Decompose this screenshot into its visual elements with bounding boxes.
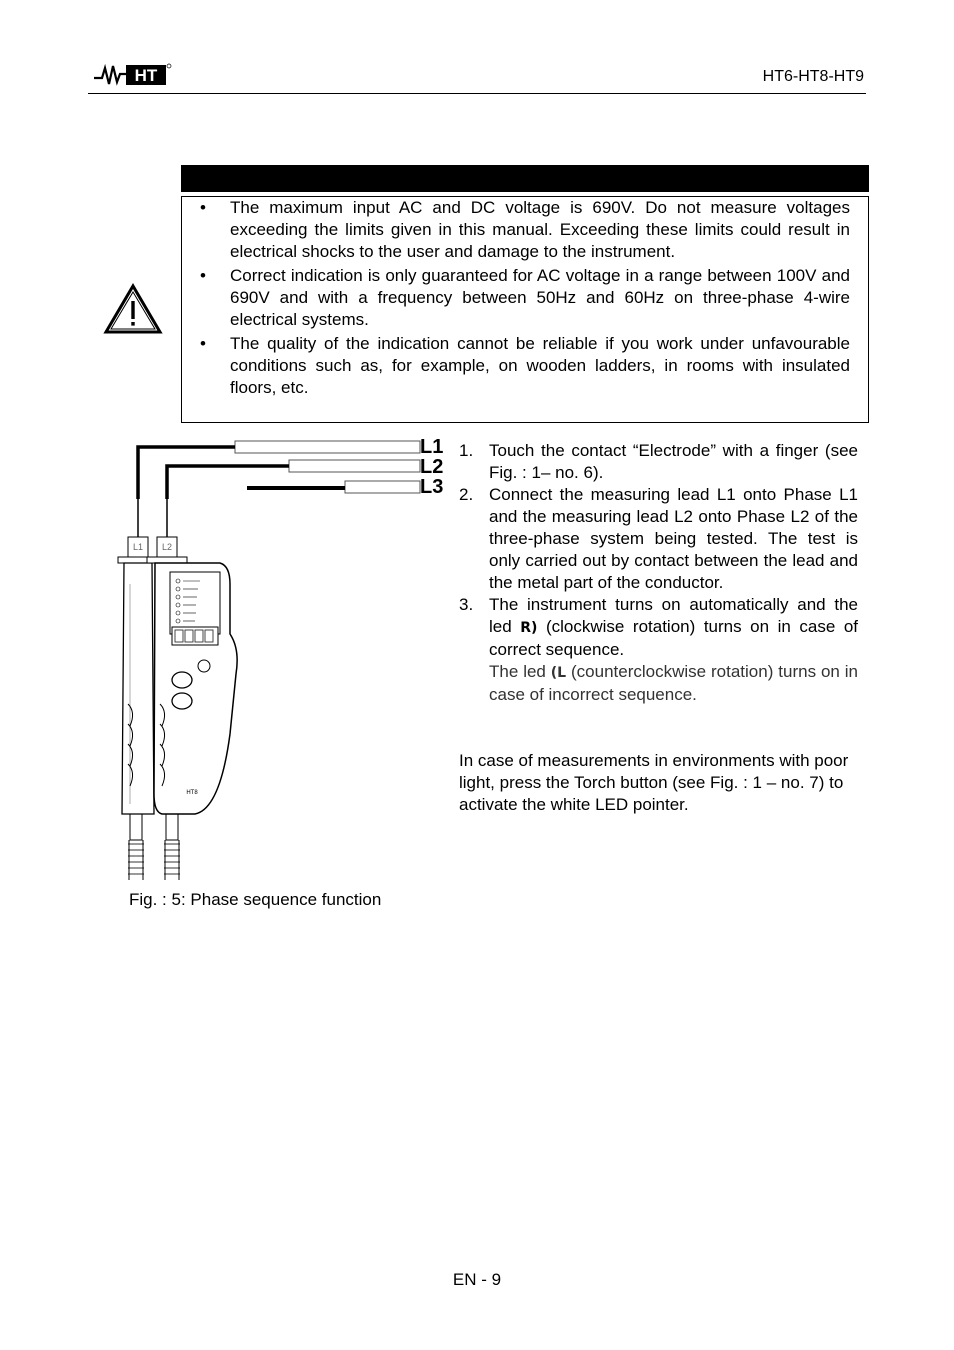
step-text: (clockwise rotation) turns on in case of correct sequence. bbox=[489, 617, 858, 659]
step-text: (counterclockwise rotation) turns on in case of incorrect sequence. bbox=[489, 662, 858, 704]
warning-item: • The maximum input AC and DC voltage is 690V. Do not measure voltages exceeding the limits given in this manual. Exceeding these limits could result in electrical shocks to the user and damage to the instrument. bbox=[200, 197, 850, 263]
phase-l3-conductor bbox=[345, 481, 420, 493]
step-text: The led bbox=[489, 662, 546, 681]
probe-label-l2: L2 bbox=[161, 542, 173, 552]
phase-l2-conductor bbox=[289, 460, 420, 472]
clockwise-led-icon: R) bbox=[520, 620, 538, 636]
page-number: EN - 9 bbox=[452, 1270, 502, 1289]
warning-item: • The quality of the indication cannot be reliable if you work under unfavourable conditions such as, for example, on wooden ladders, in rooms with insulated floors, etc. bbox=[200, 333, 850, 399]
phase-label-l2: L2 bbox=[420, 456, 444, 478]
warning-item: • Correct indication is only guaranteed for AC voltage in a range between 100V and 690V and with a frequency between 50Hz and 60Hz on three-phase 4-wire electrical systems. bbox=[200, 265, 850, 331]
steps-list bbox=[459, 440, 858, 706]
counterclockwise-led-icon: (L bbox=[550, 665, 567, 681]
step-text: Touch the contact “Electrode” with a finger (see Fig. : 1– no. 6). bbox=[489, 441, 858, 482]
device-label: HT8 bbox=[186, 790, 198, 796]
list-item bbox=[459, 440, 858, 484]
torch-note: In case of measurements in environments with poor light, press the Torch button (see Fig. : 1 – no. 7) to activate the white LED pointer. bbox=[459, 751, 849, 814]
step-number: 3. bbox=[459, 595, 474, 614]
logo-text: HT bbox=[134, 66, 158, 85]
step-number: 2. bbox=[459, 485, 474, 504]
probe-label-l1: L1 bbox=[132, 542, 144, 552]
phase-l1-conductor bbox=[235, 441, 420, 453]
warning-title-bar bbox=[181, 165, 869, 192]
phase-sequence-figure bbox=[100, 434, 450, 884]
phase-label-l1: L1 bbox=[420, 436, 444, 458]
figure-caption: Fig. : 5: Phase sequence function bbox=[129, 890, 382, 909]
phase-label-l3: L3 bbox=[420, 476, 444, 498]
step-number: 1. bbox=[459, 441, 474, 460]
list-item bbox=[459, 484, 858, 594]
header-rule bbox=[88, 93, 866, 94]
step-text: The instrument turns on automatically and the led bbox=[489, 595, 858, 636]
list-item bbox=[459, 594, 858, 706]
warning-list bbox=[200, 197, 850, 399]
ht-logo bbox=[92, 62, 172, 88]
step-text: Connect the measuring lead L1 onto Phase L1 and the measuring lead L2 onto Phase L2 of the three-phase system being tested. The test is only carried out by contact between the lead and the metal part of the conductor. bbox=[489, 485, 858, 592]
warning-triangle-icon bbox=[103, 283, 163, 335]
document-id: HT6-HT8-HT9 bbox=[762, 68, 864, 85]
step-subtext bbox=[489, 661, 858, 706]
